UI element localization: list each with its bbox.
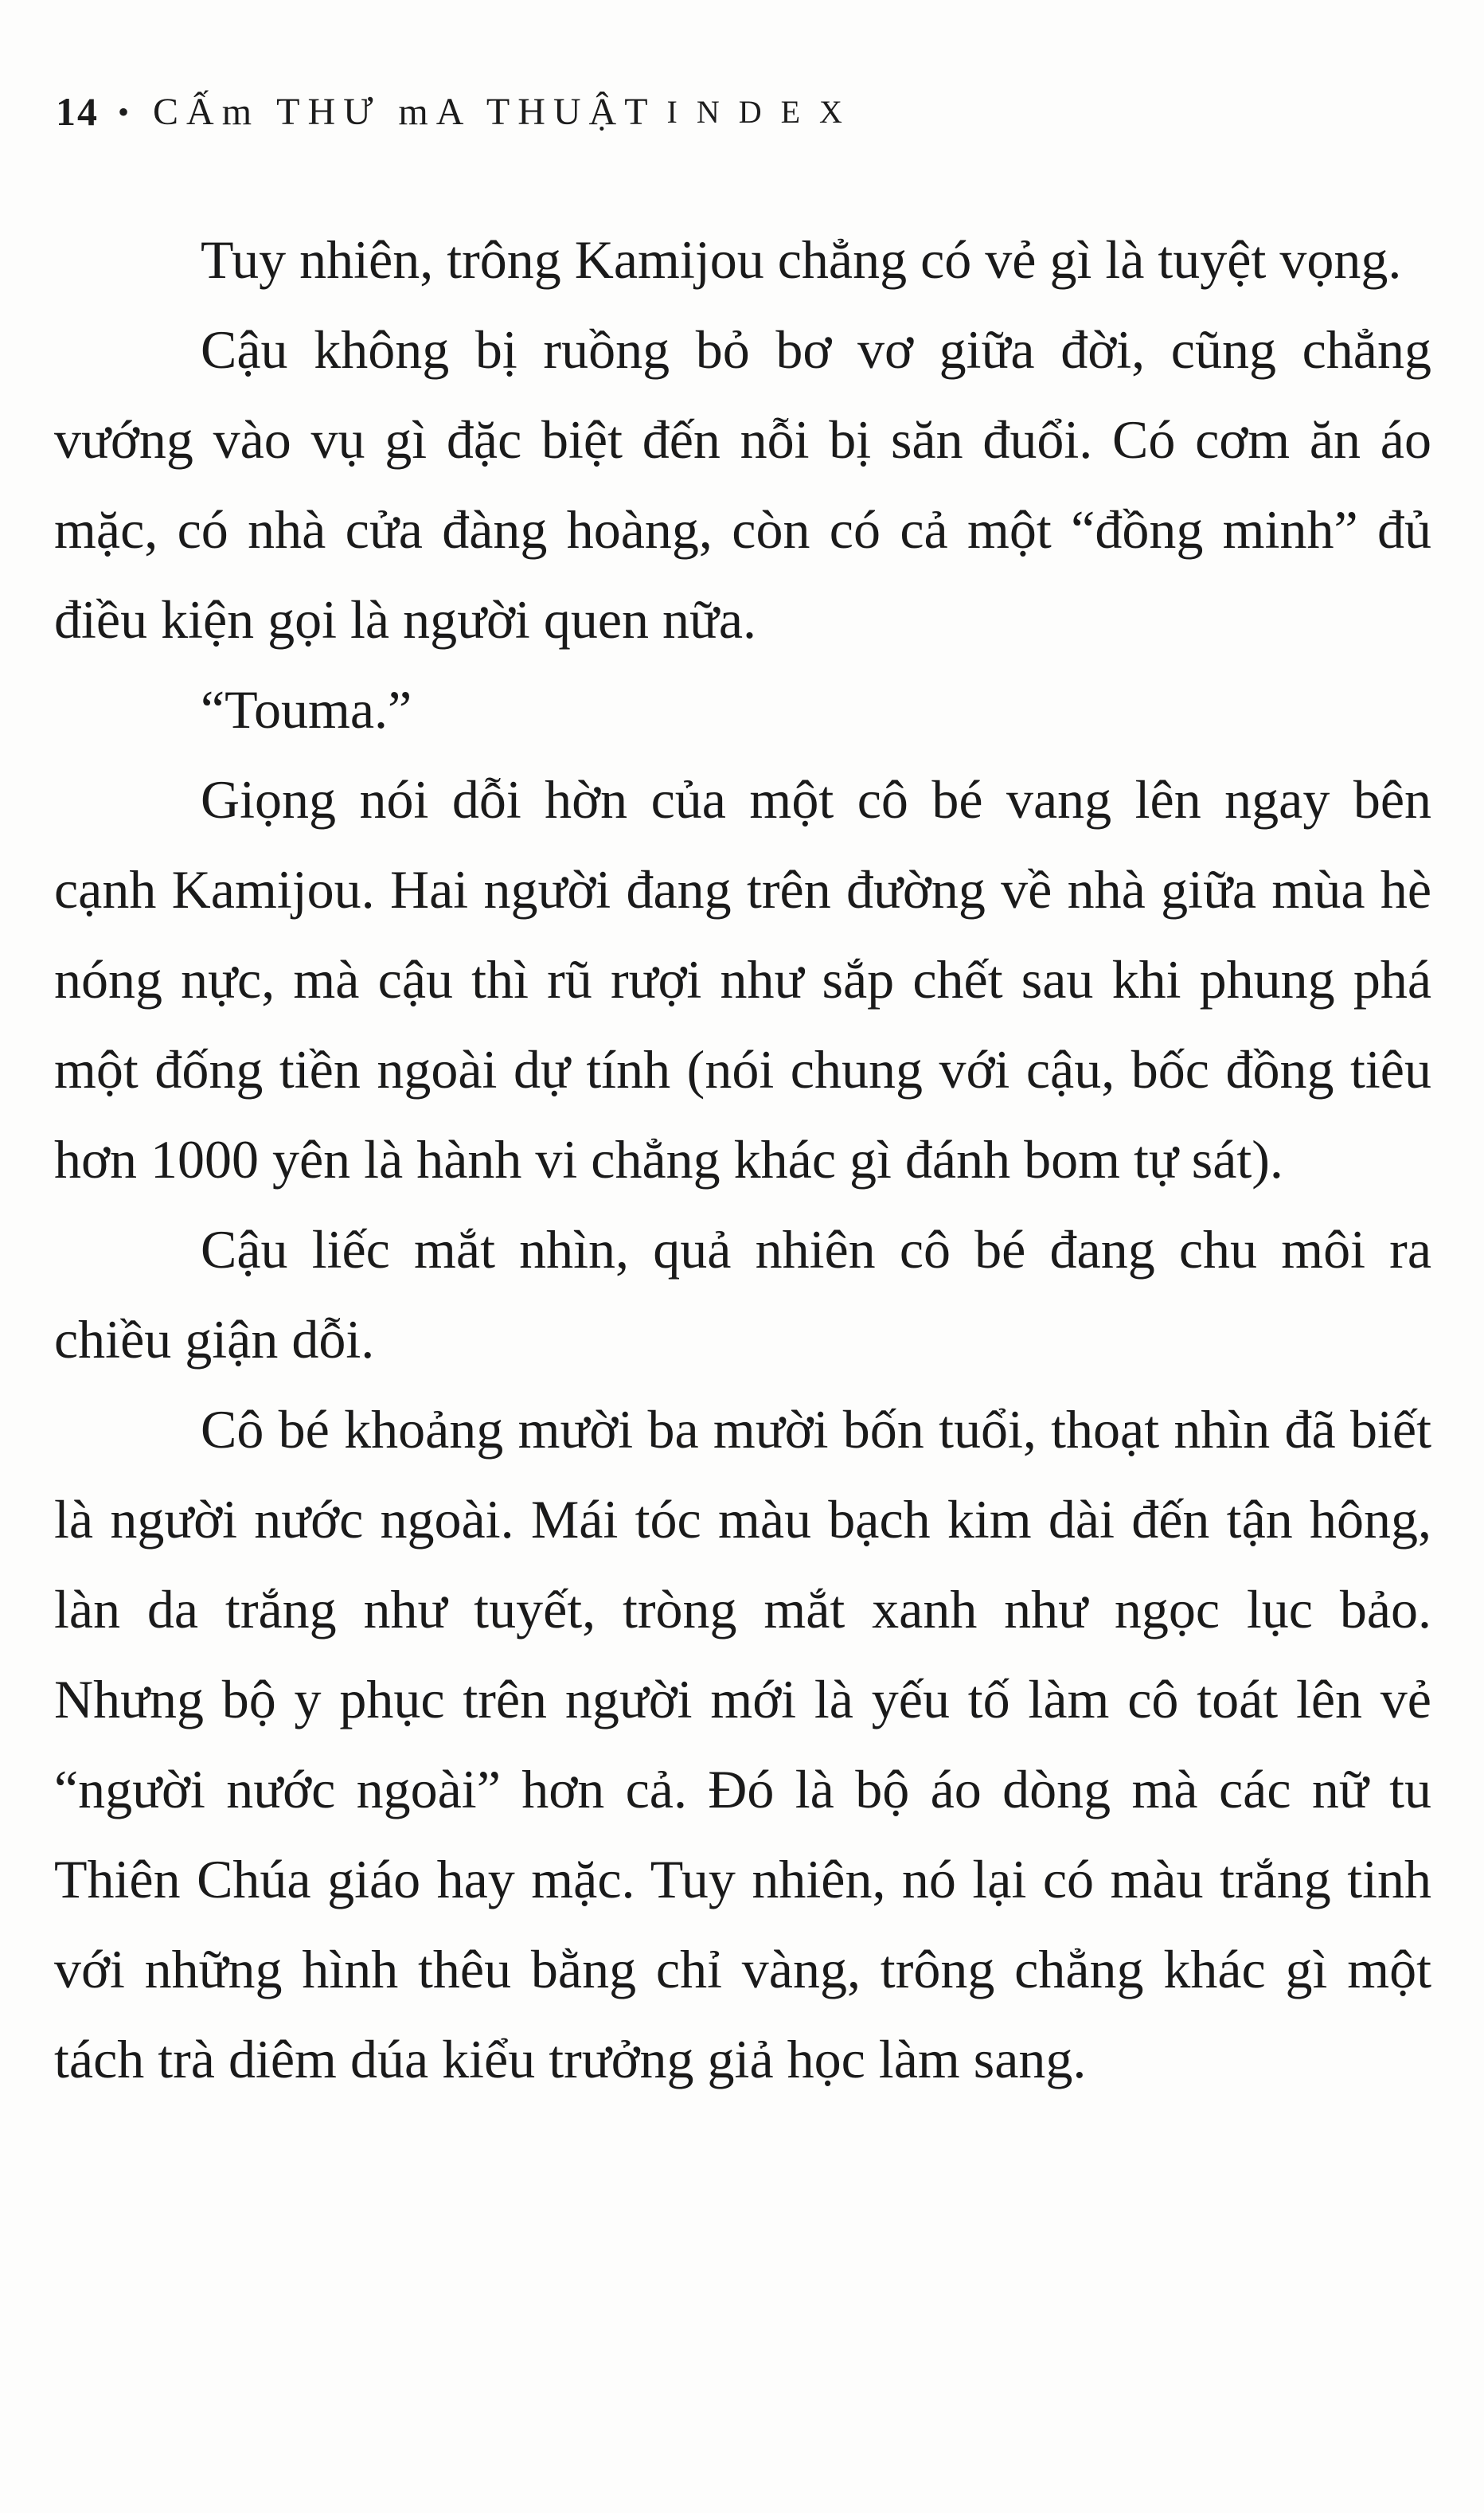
- page-number: 14: [56, 89, 99, 134]
- paragraph: Cậu không bị ruồng bỏ bơ vơ giữa đời, cũng chẳng vướng vào vụ gì đặc biệt đến nỗi bị săn đuổi. Có cơm ăn áo mặc, có nhà cửa đàng hoàng, còn có cả một “đồng minh” đủ điều kiện gọi là người quen nữa.: [54, 319, 1431, 650]
- dialogue-line: “Touma.”: [201, 679, 412, 740]
- body-text: [54, 215, 1431, 2105]
- header-separator: •: [118, 93, 130, 130]
- running-head: [56, 80, 861, 143]
- book-title-index: INDEX: [666, 93, 861, 130]
- paragraph: Cậu liếc mắt nhìn, quả nhiên cô bé đang chu môi ra chiều giận dỗi.: [54, 1219, 1431, 1370]
- paragraph: Cô bé khoảng mười ba mười bốn tuổi, thoạt nhìn đã biết là người nước ngoài. Mái tóc màu bạch kim dài đến tận hông, làn da trắng như tuyết, tròng mắt xanh như ngọc lục bảo. Nhưng bộ y phục trên người mới là yếu tố làm cô toát lên vẻ “người nước ngoài” hơn cả. Đó là bộ áo dòng mà các nữ tu Thiên Chúa giáo hay mặc. Tuy nhiên, nó lại có màu trắng tinh với những hình thêu bằng chỉ vàng, trông chẳng khác gì một tách trà diêm dúa kiểu trưởng giả học làm sang.: [54, 1399, 1431, 2089]
- paragraph: Giọng nói dỗi hờn của một cô bé vang lên ngay bên cạnh Kamijou. Hai người đang trên đường về nhà giữa mùa hè nóng nực, mà cậu thì rũ rượi như sắp chết sau khi phung phá một đống tiền ngoài dự tính (nói chung với cậu, bốc đồng tiêu hơn 1000 yên là hành vi chẳng khác gì đánh bom tự sát).: [54, 769, 1431, 1190]
- book-title: CẤm THƯ mA THUẬT: [153, 90, 656, 133]
- paragraph: Tuy nhiên, trông Kamijou chẳng có vẻ gì là tuyệt vọng.: [201, 229, 1402, 290]
